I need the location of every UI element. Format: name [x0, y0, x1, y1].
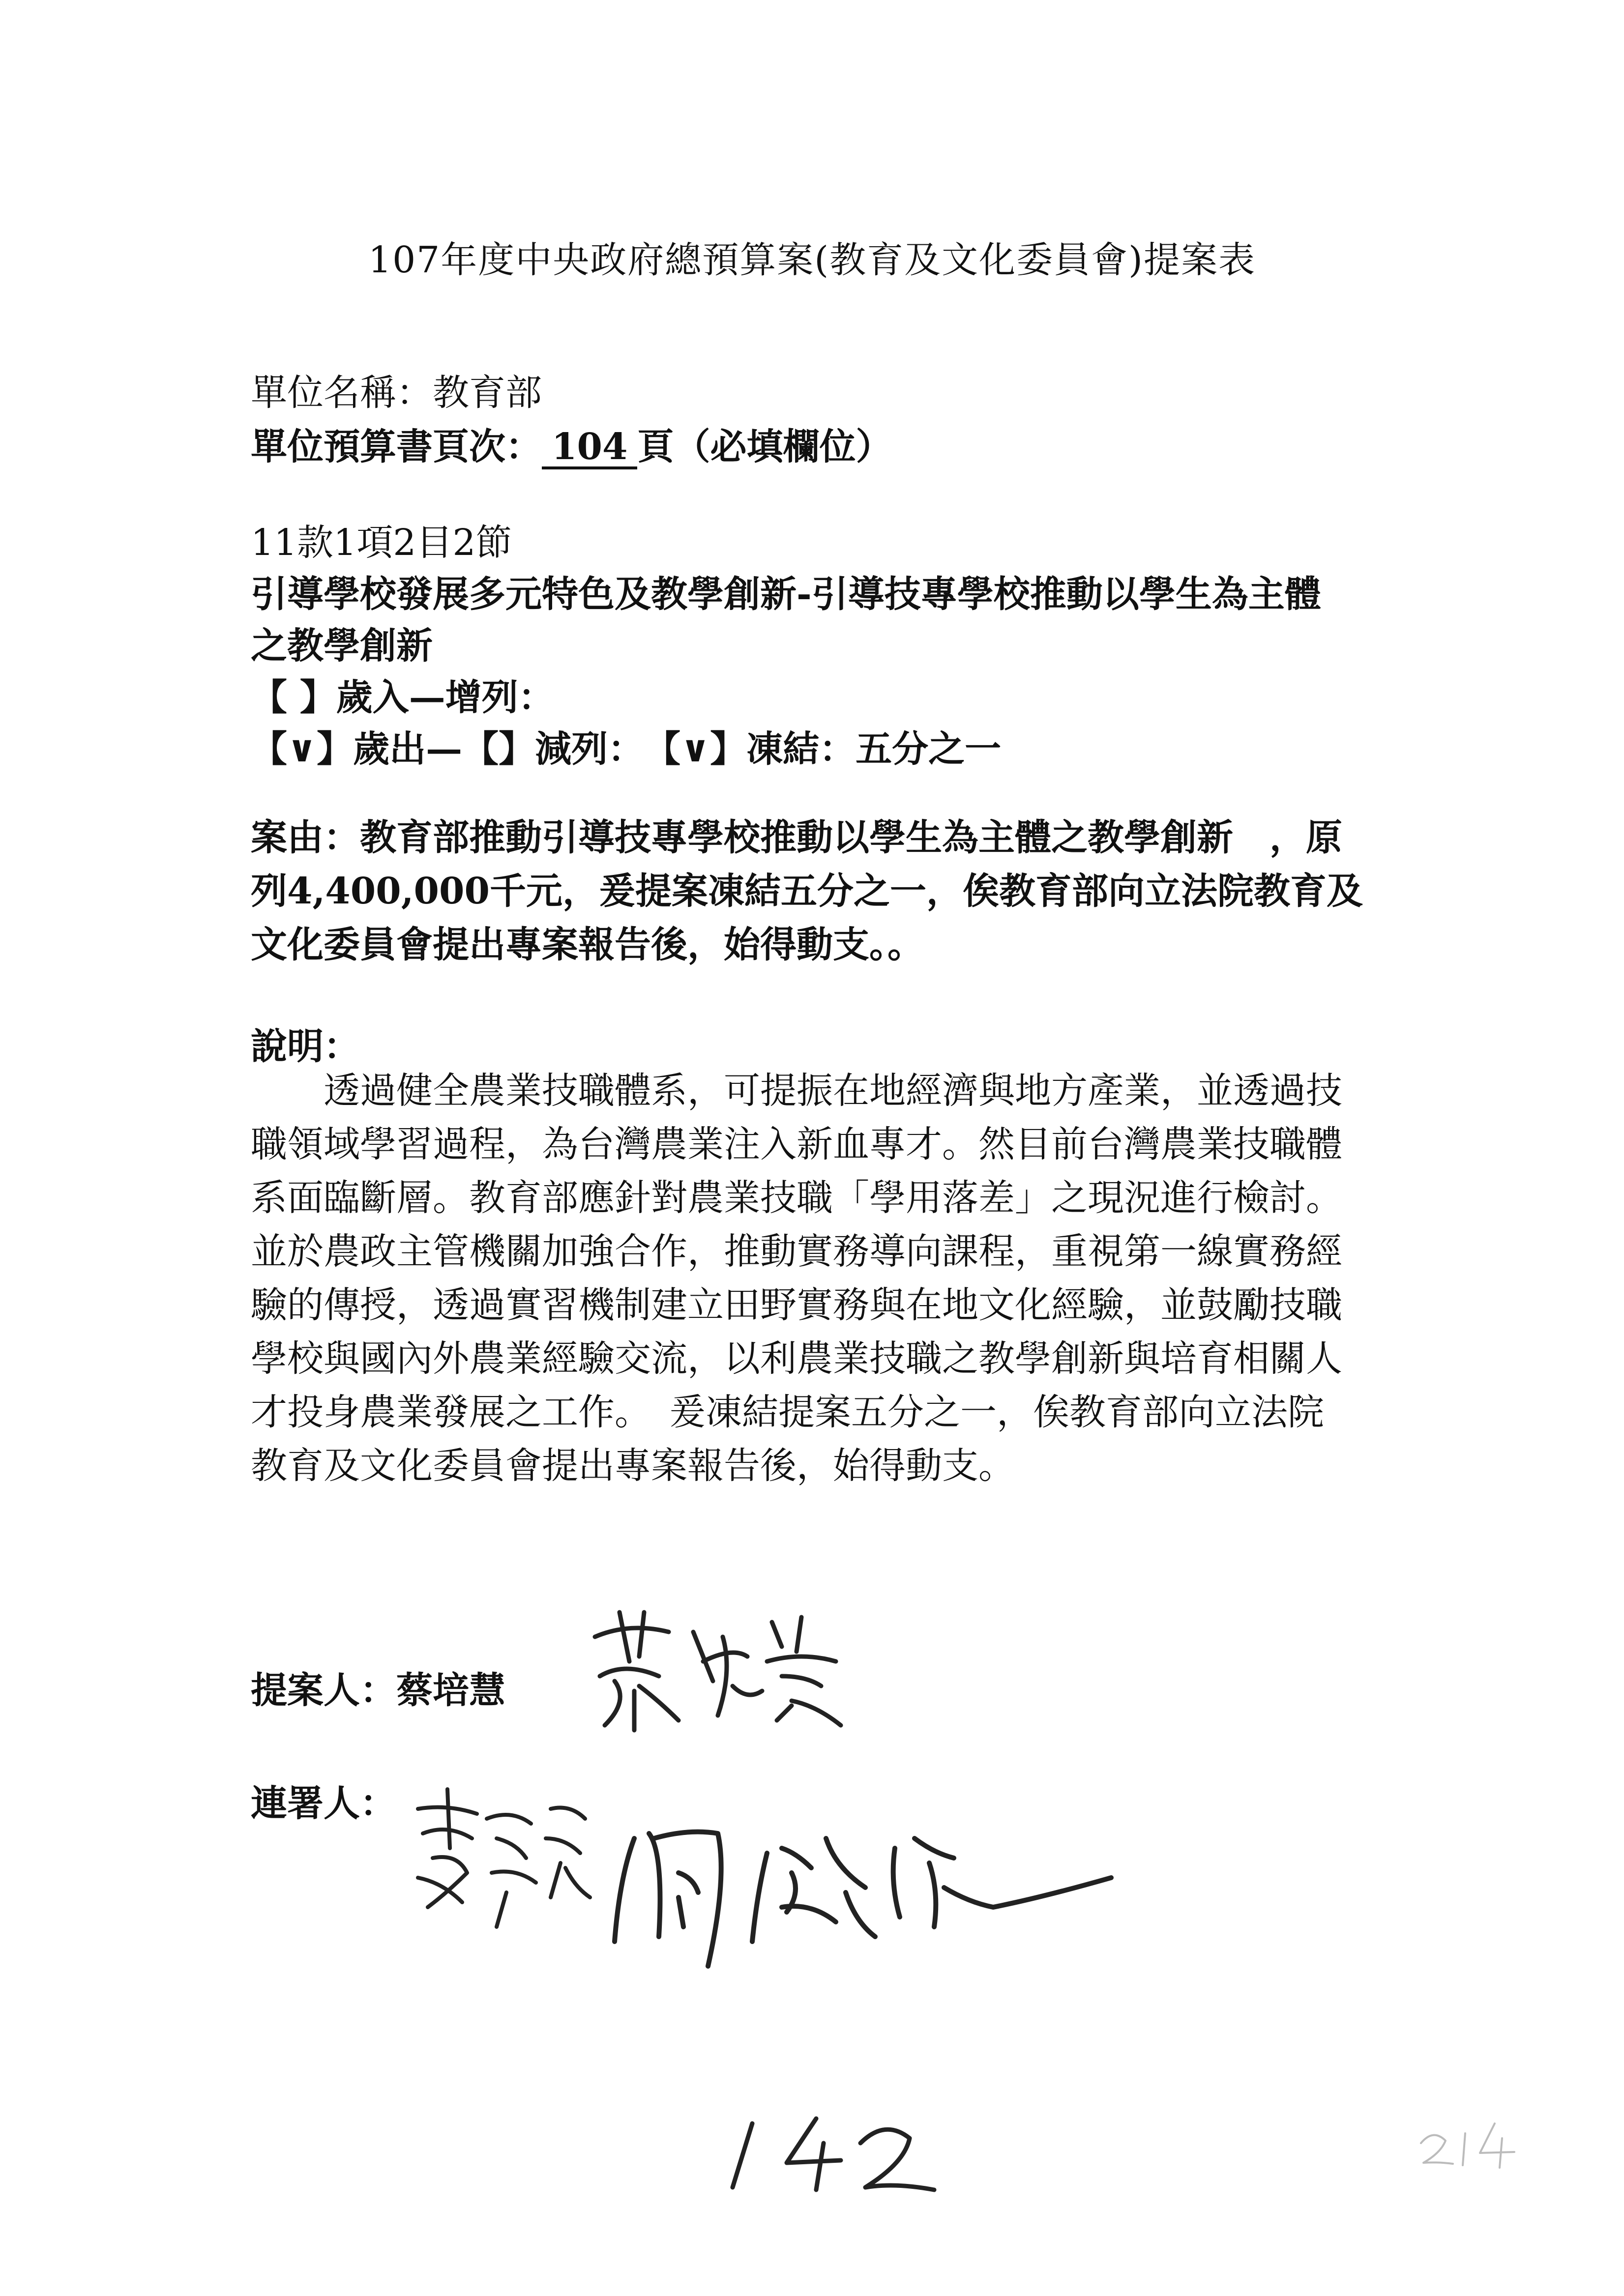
handwritten-corner-number: [1411, 2109, 1539, 2173]
revenue-line: 【 】歲入—增列：: [251, 676, 555, 719]
budget-page-suffix: 頁（必填欄位）: [637, 426, 892, 468]
explanation-line: 教育及文化委員會提出專案報告後，始得動支。: [251, 1445, 1015, 1487]
item-name-line-1: 引導學校發展多元特色及教學創新-引導技專學校推動以學生為主體: [251, 573, 1321, 615]
unit-name: 單位名稱：教育部: [251, 372, 542, 414]
case-reason-line: 案由：教育部推動引導技專學校推動以學生為主體之教學創新 ，原: [251, 816, 1342, 859]
explanation-line: 透過健全農業技職體系，可提振在地經濟與地方產業，並透過技: [324, 1070, 1342, 1112]
item-name-line-2: 之教學創新: [251, 625, 433, 667]
cosigner-label: 連署人：: [251, 1782, 396, 1825]
handwritten-page-number: [718, 2104, 954, 2202]
document-title: 107年度中央政府總預算案(教育及文化委員會)提案表: [368, 239, 1256, 281]
case-reason: [251, 811, 1382, 972]
explanation-body: [251, 1064, 1382, 1493]
budget-page-label: 單位預算書頁次：: [251, 426, 542, 468]
proposer-label: 提案人：蔡培慧: [251, 1669, 505, 1712]
explanation-line: 系面臨斷層。教育部應針對農業技職「學用落差」之現況進行檢討。: [251, 1177, 1342, 1219]
budget-page-line: [251, 418, 892, 470]
proposer-signature: [585, 1602, 860, 1740]
explanation-line: 才投身農業發展之工作。 爰凍結提案五分之一，俟教育部向立法院: [251, 1391, 1324, 1433]
item-code: 11款1項2目2節: [251, 522, 512, 564]
cosigner-signatures: [403, 1779, 1141, 1996]
explanation-line: 職領域學習過程，為台灣農業注入新血專才。然目前台灣農業技職體: [251, 1123, 1342, 1165]
explanation-line: 驗的傳授，透過實習機制建立田野實務與在地文化經驗，並鼓勵技職: [251, 1284, 1342, 1326]
explanation-label: 說明：: [251, 1025, 360, 1068]
explanation-line: 學校與國內外農業經驗交流，以利農業技職之教學創新與培育相關人: [251, 1337, 1342, 1380]
explanation-line: 並於農政主管機關加強合作，推動實務導向課程，重視第一線實務經: [251, 1230, 1342, 1273]
case-reason-line: 文化委員會提出專案報告後，始得動支。。: [251, 924, 924, 966]
expense-line: 【∨】歲出—【】減列： 【∨】凍結：五分之一: [251, 728, 1002, 770]
case-reason-line: 列4,400,000千元，爰提案凍結五分之一，俟教育部向立法院教育及: [251, 870, 1363, 912]
budget-page-number: 104: [542, 428, 637, 469]
